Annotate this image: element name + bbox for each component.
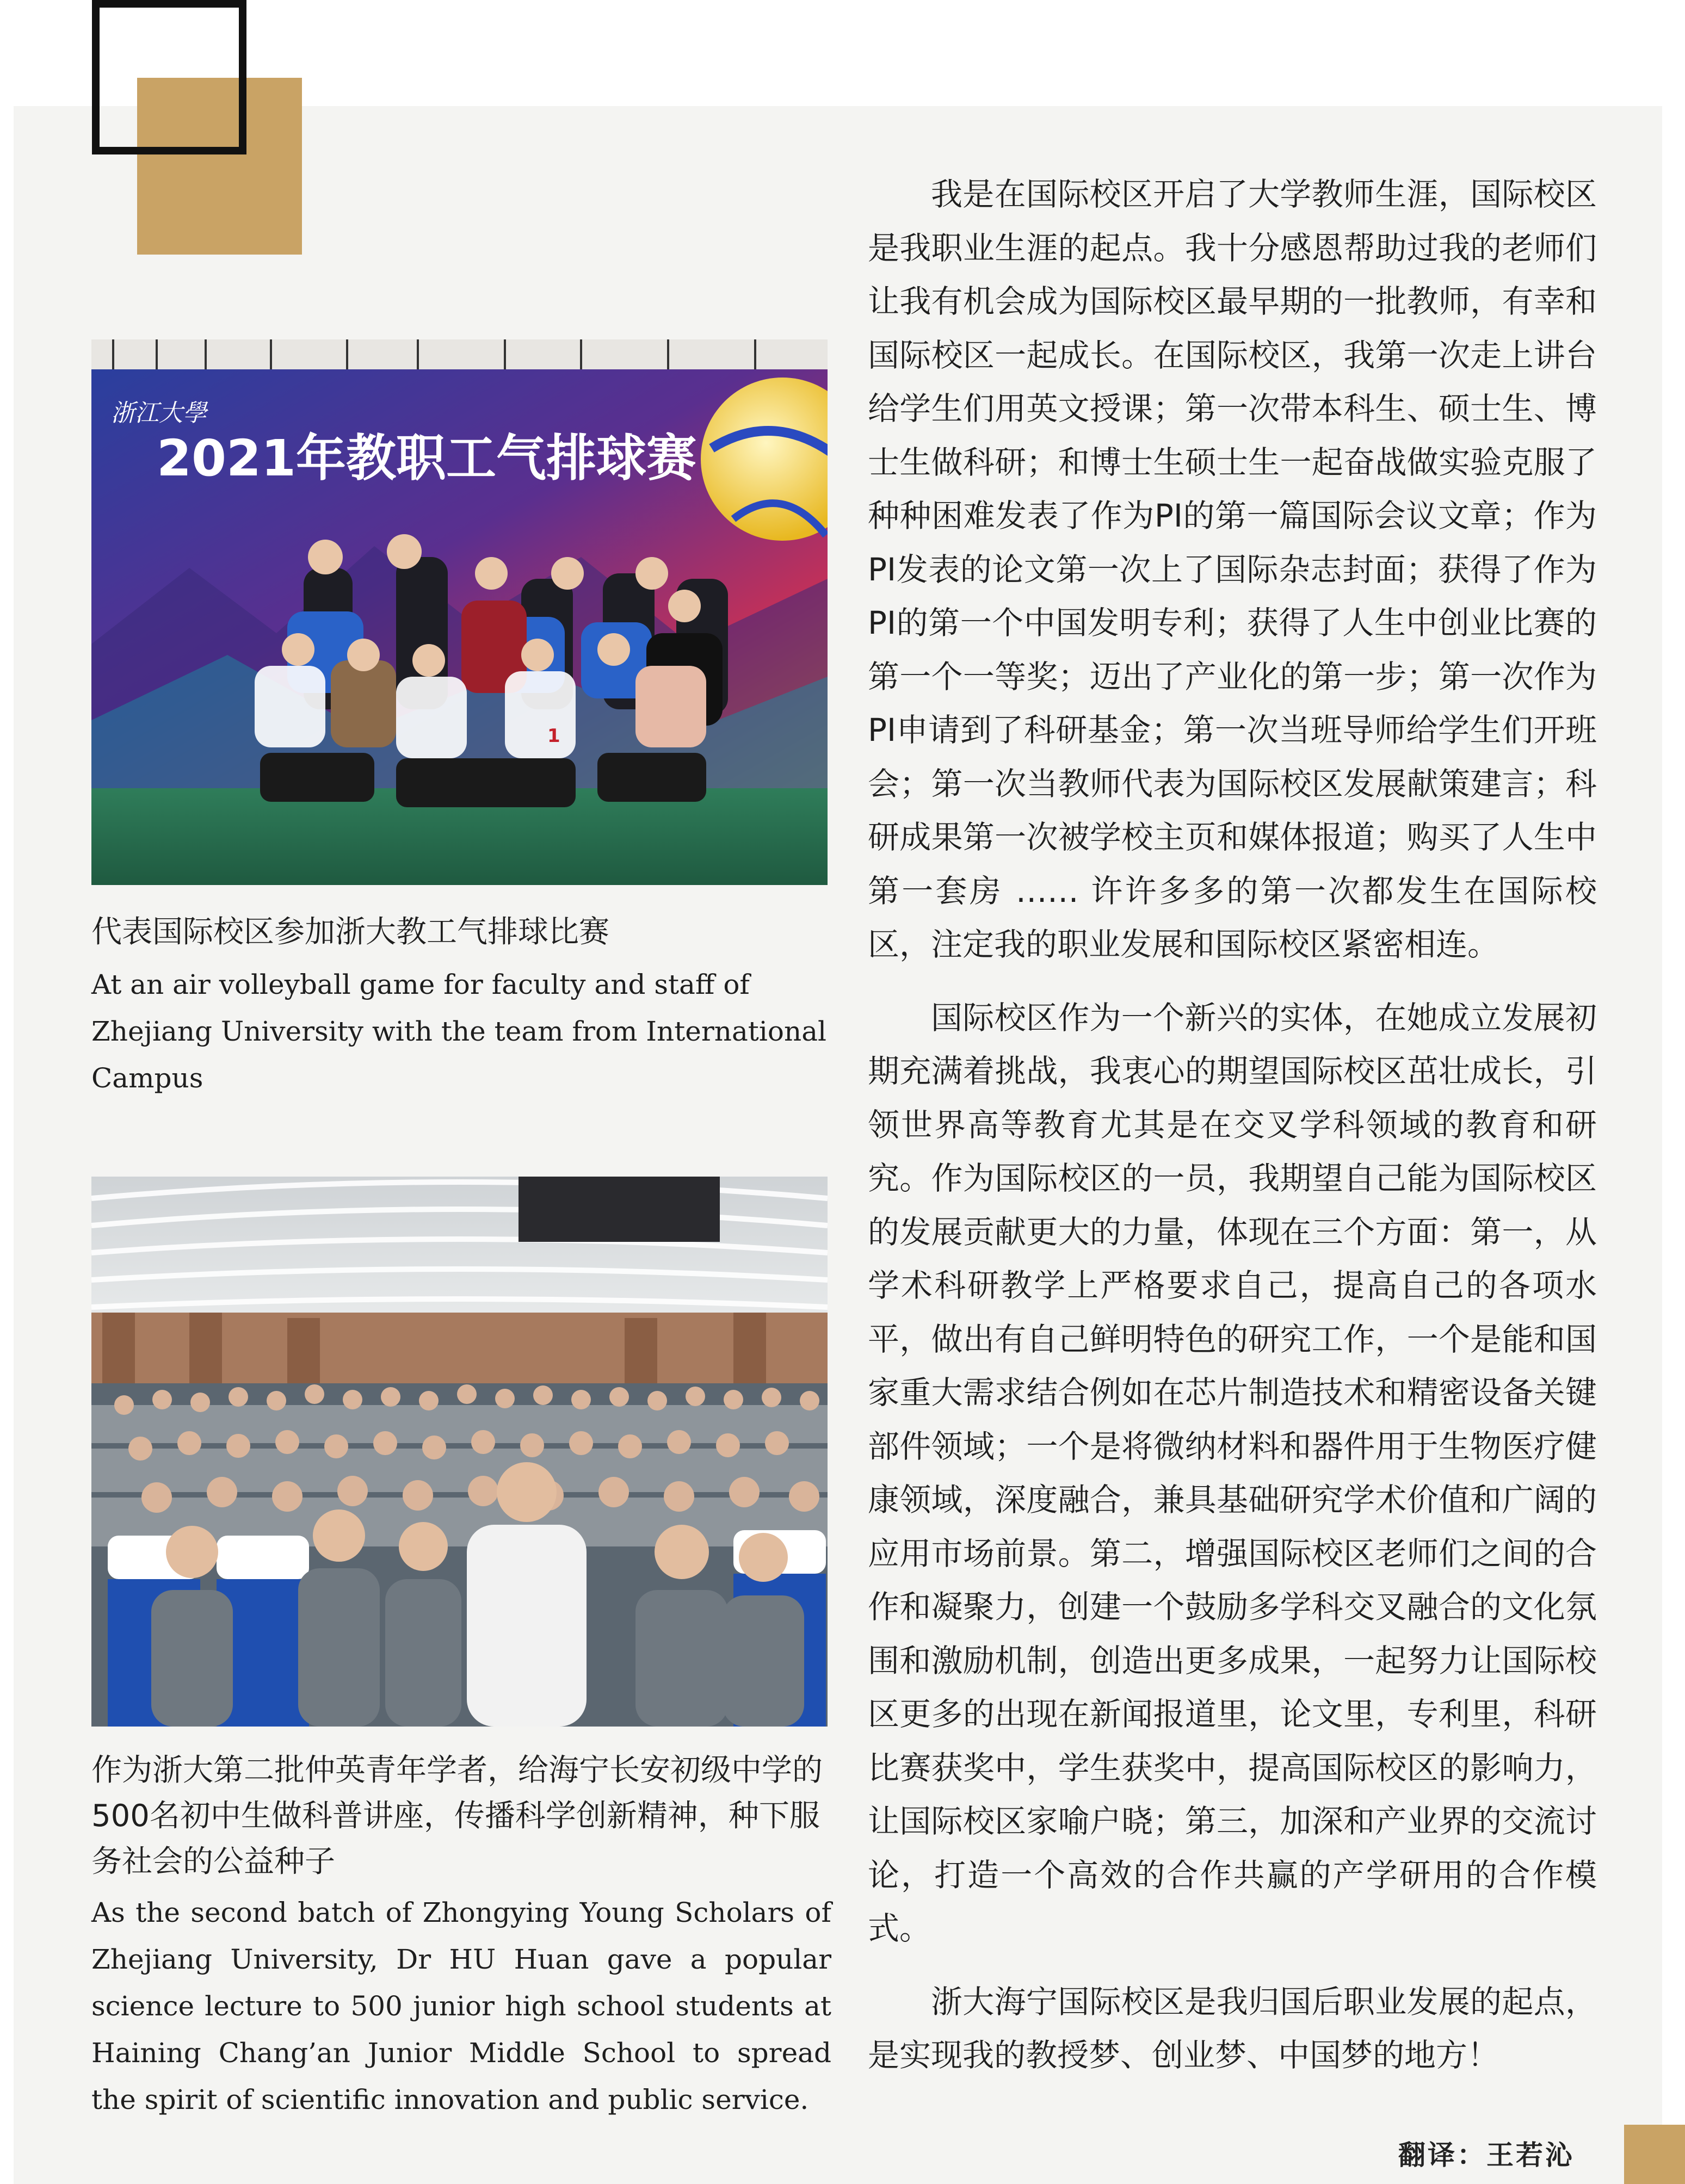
banner-logo-text: 浙江大學: [111, 399, 207, 427]
article-paragraph-3: 浙大海宁国际校区是我归国后职业发展的起点，是实现我的教授梦、创业梦、中国梦的地方！: [868, 1983, 1597, 2074]
decorative-frame-square: [92, 0, 246, 154]
photo2-caption-cn: 作为浙大第二批仲英青年学者，给海宁长安初级中学的500名初中生做科普讲座，传播科学创新精神，种下服务社会的公益种子: [91, 1753, 823, 1879]
jersey-number: 1: [547, 725, 560, 747]
corner-gold-block: [1624, 2125, 1685, 2184]
article-body: [868, 168, 1597, 2102]
volleyball-team-photo: [91, 339, 828, 885]
article-paragraph-1: 我是在国际校区开启了大学教师生涯，国际校区是我职业生涯的起点。我十分感恩帮助过我的老师们让我有机会成为国际校区最早期的一批教师，有幸和国际校区一起成长。在国际校区，我第一次走上讲台给学生们用英文授课；第一次带本科生、硕士生、博士生做科研；和博士生硕士生一起奋战做实验克服了种种困难发表了作为PI的第一篇国际会议文章；作为PI发表的论文第一次上了国际杂志封面；获得了作为PI的第一个中国发明专利；获得了人生中创业比赛的第一个一等奖；迈出了产业化的第一步；第一次作为PI申请到了科研基金；第一次当班导师给学生们开班会；第一次当教师代表为国际校区发展献策建言；科研成果第一次被学校主页和媒体报道；购买了人生中第一套房 …… 许许多多的第一次都发生在国际校区，注定我的职业发展和国际校区紧密相连。: [868, 176, 1597, 963]
banner-title: 2021年教职工气排球赛: [157, 429, 697, 487]
photo2-caption-en: As the second batch of Zhongying Young Scholars of Zhejiang University, Dr HU Huan gave a popular science lecture to 500 junior high school students at Haining Chang’an Junior Middle School to spread the spirit of scientific innovation and public service.: [91, 1897, 831, 2115]
decorative-tick: [193, 0, 209, 5]
photo1-caption-en: At an air volleyball game for faculty and staff of Zhejiang University with the team from International Campus: [91, 969, 827, 1094]
auditorium-students-photo: [91, 1177, 828, 1727]
translator-credit: 翻译：王若沁: [1398, 2139, 1575, 2171]
article-paragraph-2: 国际校区作为一个新兴的实体，在她成立发展初期充满着挑战，我衷心的期望国际校区茁壮成长，引领世界高等教育尤其是在交叉学科领域的教育和研究。作为国际校区的一员，我期望自己能为国际校区的发展贡献更大的力量，体现在三个方面：第一，从学术科研教学上严格要求自己，提高自己的各项水平，做出有自己鲜明特色的研究工作，一个是能和国家重大需求结合例如在芯片制造技术和精密设备关键部件领域；一个是将微纳材料和器件用于生物医疗健康领域，深度融合，兼具基础研究学术价值和广阔的应用市场前景。第二，增强国际校区老师们之间的合作和凝聚力，创建一个鼓励多学科交叉融合的文化氛围和激励机制，创造出更多成果，一起努力让国际校区更多的出现在新闻报道里，论文里，专利里，科研比赛获奖中，学生获奖中，提高国际校区的影响力，让国际校区家喻户晓；第三，加深和产业界的交流讨论，打造一个高效的合作共赢的产学研用的合作模式。: [868, 999, 1597, 1947]
photo1-caption-cn: 代表国际校区参加浙大教工气排球比赛: [91, 914, 609, 950]
